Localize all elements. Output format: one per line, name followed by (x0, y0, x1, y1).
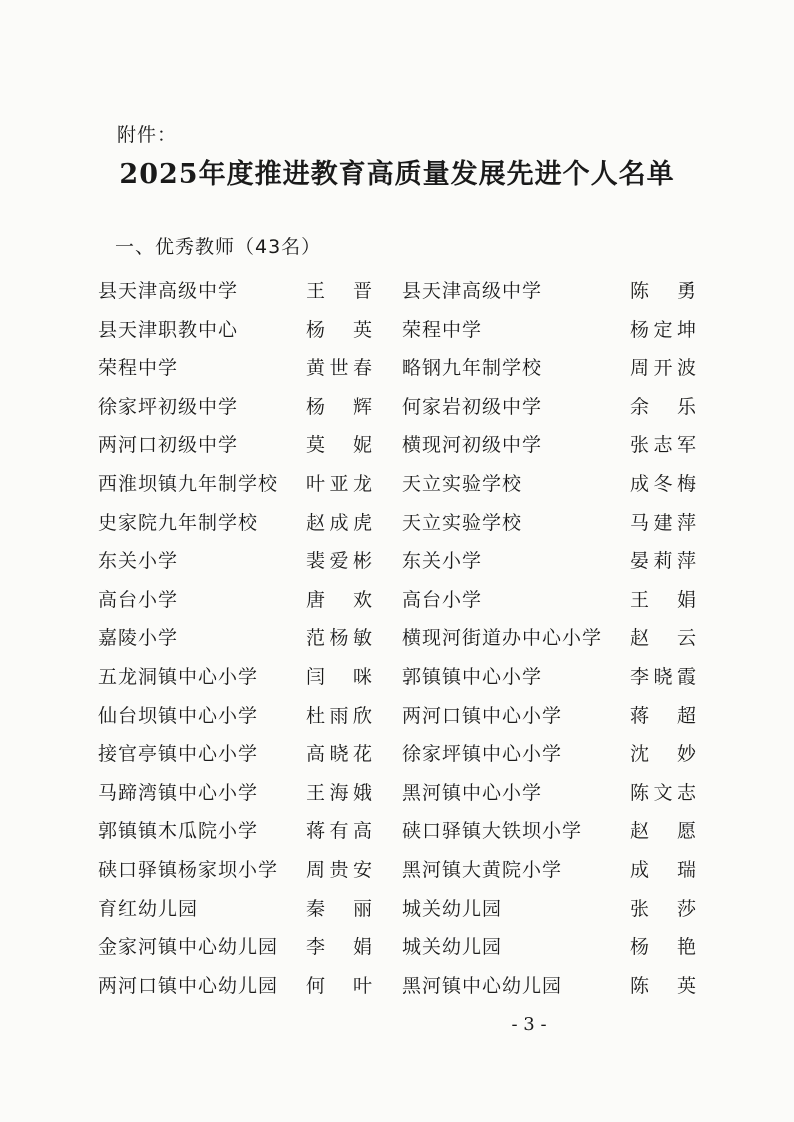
left-organization: 郭镇镇木瓜院小学 (98, 820, 259, 843)
list-row (0, 426, 794, 465)
list-row (0, 774, 794, 813)
left-organization: 东关小学 (98, 550, 179, 573)
list-row (0, 542, 794, 581)
list-row (0, 349, 794, 388)
left-organization: 接官亭镇中心小学 (98, 743, 259, 766)
left-person-name: 高晓花 (306, 743, 372, 766)
list-row (0, 812, 794, 851)
list-row (0, 851, 794, 890)
right-person-name: 张莎 (630, 897, 696, 920)
right-organization: 东关小学 (402, 550, 483, 573)
list-row (0, 928, 794, 967)
right-organization: 横现河初级中学 (402, 434, 543, 457)
right-person-name: 杨定坤 (630, 318, 696, 341)
right-person-name: 周开波 (630, 357, 696, 380)
left-person-name: 叶亚龙 (306, 472, 372, 495)
right-person-name: 余乐 (630, 395, 696, 418)
list-row (0, 311, 794, 350)
right-person-name: 王娟 (630, 588, 696, 611)
right-person-name: 陈勇 (630, 280, 696, 302)
right-organization: 天立实验学校 (402, 472, 523, 495)
left-organization: 金家河镇中心幼儿园 (98, 936, 279, 959)
list-row (0, 581, 794, 620)
left-person-name: 周贵安 (306, 858, 372, 881)
left-person-name: 裴爱彬 (306, 550, 372, 573)
list-row (0, 272, 794, 311)
right-person-name: 张志军 (630, 434, 696, 457)
name-list (0, 272, 794, 1005)
right-organization: 略钢九年制学校 (402, 357, 543, 380)
left-organization: 史家院九年制学校 (98, 511, 259, 534)
right-organization: 城关幼儿园 (402, 936, 503, 959)
right-organization: 何家岩初级中学 (402, 395, 543, 418)
list-row (0, 465, 794, 504)
left-organization: 两河口镇中心幼儿园 (98, 974, 279, 997)
left-person-name: 赵成虎 (306, 511, 372, 534)
right-organization: 荣程中学 (402, 318, 483, 341)
left-person-name: 莫妮 (306, 434, 372, 457)
list-row (0, 504, 794, 543)
right-organization: 黑河镇大黄院小学 (402, 858, 563, 881)
list-row (0, 658, 794, 697)
list-row (0, 697, 794, 736)
left-person-name: 李娟 (306, 936, 372, 959)
left-person-name: 王晋 (306, 280, 372, 302)
right-organization: 两河口镇中心小学 (402, 704, 563, 727)
left-organization: 五龙洞镇中心小学 (98, 665, 259, 688)
page-number: - 3 - (511, 1014, 547, 1035)
list-row (0, 388, 794, 427)
left-organization: 徐家坪初级中学 (98, 395, 239, 418)
right-person-name: 成瑞 (630, 858, 696, 881)
left-organization: 西淮坝镇九年制学校 (98, 472, 279, 495)
left-person-name: 杨英 (306, 318, 372, 341)
left-organization: 高台小学 (98, 588, 179, 611)
left-person-name: 杜雨欣 (306, 704, 372, 727)
right-person-name: 赵云 (630, 627, 696, 650)
left-person-name: 唐欢 (306, 588, 372, 611)
list-row (0, 619, 794, 658)
left-organization: 育红幼儿园 (98, 897, 199, 920)
left-organization: 嘉陵小学 (98, 627, 179, 650)
right-organization: 横现河街道办中心小学 (402, 627, 603, 650)
right-organization: 硖口驿镇大铁坝小学 (402, 820, 583, 843)
right-person-name: 沈妙 (630, 743, 696, 766)
left-person-name: 杨辉 (306, 395, 372, 418)
right-organization: 黑河镇中心小学 (402, 781, 543, 804)
right-person-name: 晏莉萍 (630, 550, 696, 573)
left-person-name: 何叶 (306, 974, 372, 997)
right-organization: 徐家坪镇中心小学 (402, 743, 563, 766)
left-person-name: 王海娥 (306, 781, 372, 804)
right-organization: 县天津高级中学 (402, 280, 543, 302)
right-person-name: 李晓霞 (630, 665, 696, 688)
right-person-name: 杨艳 (630, 936, 696, 959)
left-person-name: 闫咪 (306, 665, 372, 688)
left-organization: 两河口初级中学 (98, 434, 239, 457)
attachment-label: 附件： (117, 124, 178, 146)
right-person-name: 赵愿 (630, 820, 696, 843)
page-title: 2025年度推进教育高质量发展先进个人名单 (119, 159, 675, 190)
left-organization: 县天津职教中心 (98, 318, 239, 341)
left-person-name: 黄世春 (306, 357, 372, 380)
right-person-name: 陈文志 (630, 781, 696, 804)
list-row (0, 735, 794, 774)
right-organization: 高台小学 (402, 588, 483, 611)
right-person-name: 陈英 (630, 974, 696, 997)
left-person-name: 蒋有高 (306, 820, 372, 843)
left-organization: 荣程中学 (98, 357, 179, 380)
right-person-name: 成冬梅 (630, 472, 696, 495)
right-organization: 城关幼儿园 (402, 897, 503, 920)
left-organization: 马蹄湾镇中心小学 (98, 781, 259, 804)
left-organization: 硖口驿镇杨家坝小学 (98, 858, 279, 881)
right-person-name: 蒋超 (630, 704, 696, 727)
left-person-name: 范杨敏 (306, 627, 372, 650)
right-organization: 郭镇镇中心小学 (402, 665, 543, 688)
right-organization: 天立实验学校 (402, 511, 523, 534)
left-organization: 仙台坝镇中心小学 (98, 704, 259, 727)
list-row (0, 967, 794, 1006)
left-organization: 县天津高级中学 (98, 280, 239, 302)
list-row (0, 890, 794, 929)
right-person-name: 马建萍 (630, 511, 696, 534)
left-person-name: 秦丽 (306, 897, 372, 920)
right-organization: 黑河镇中心幼儿园 (402, 974, 563, 997)
section-heading: 一、优秀教师（43名） (115, 236, 322, 258)
